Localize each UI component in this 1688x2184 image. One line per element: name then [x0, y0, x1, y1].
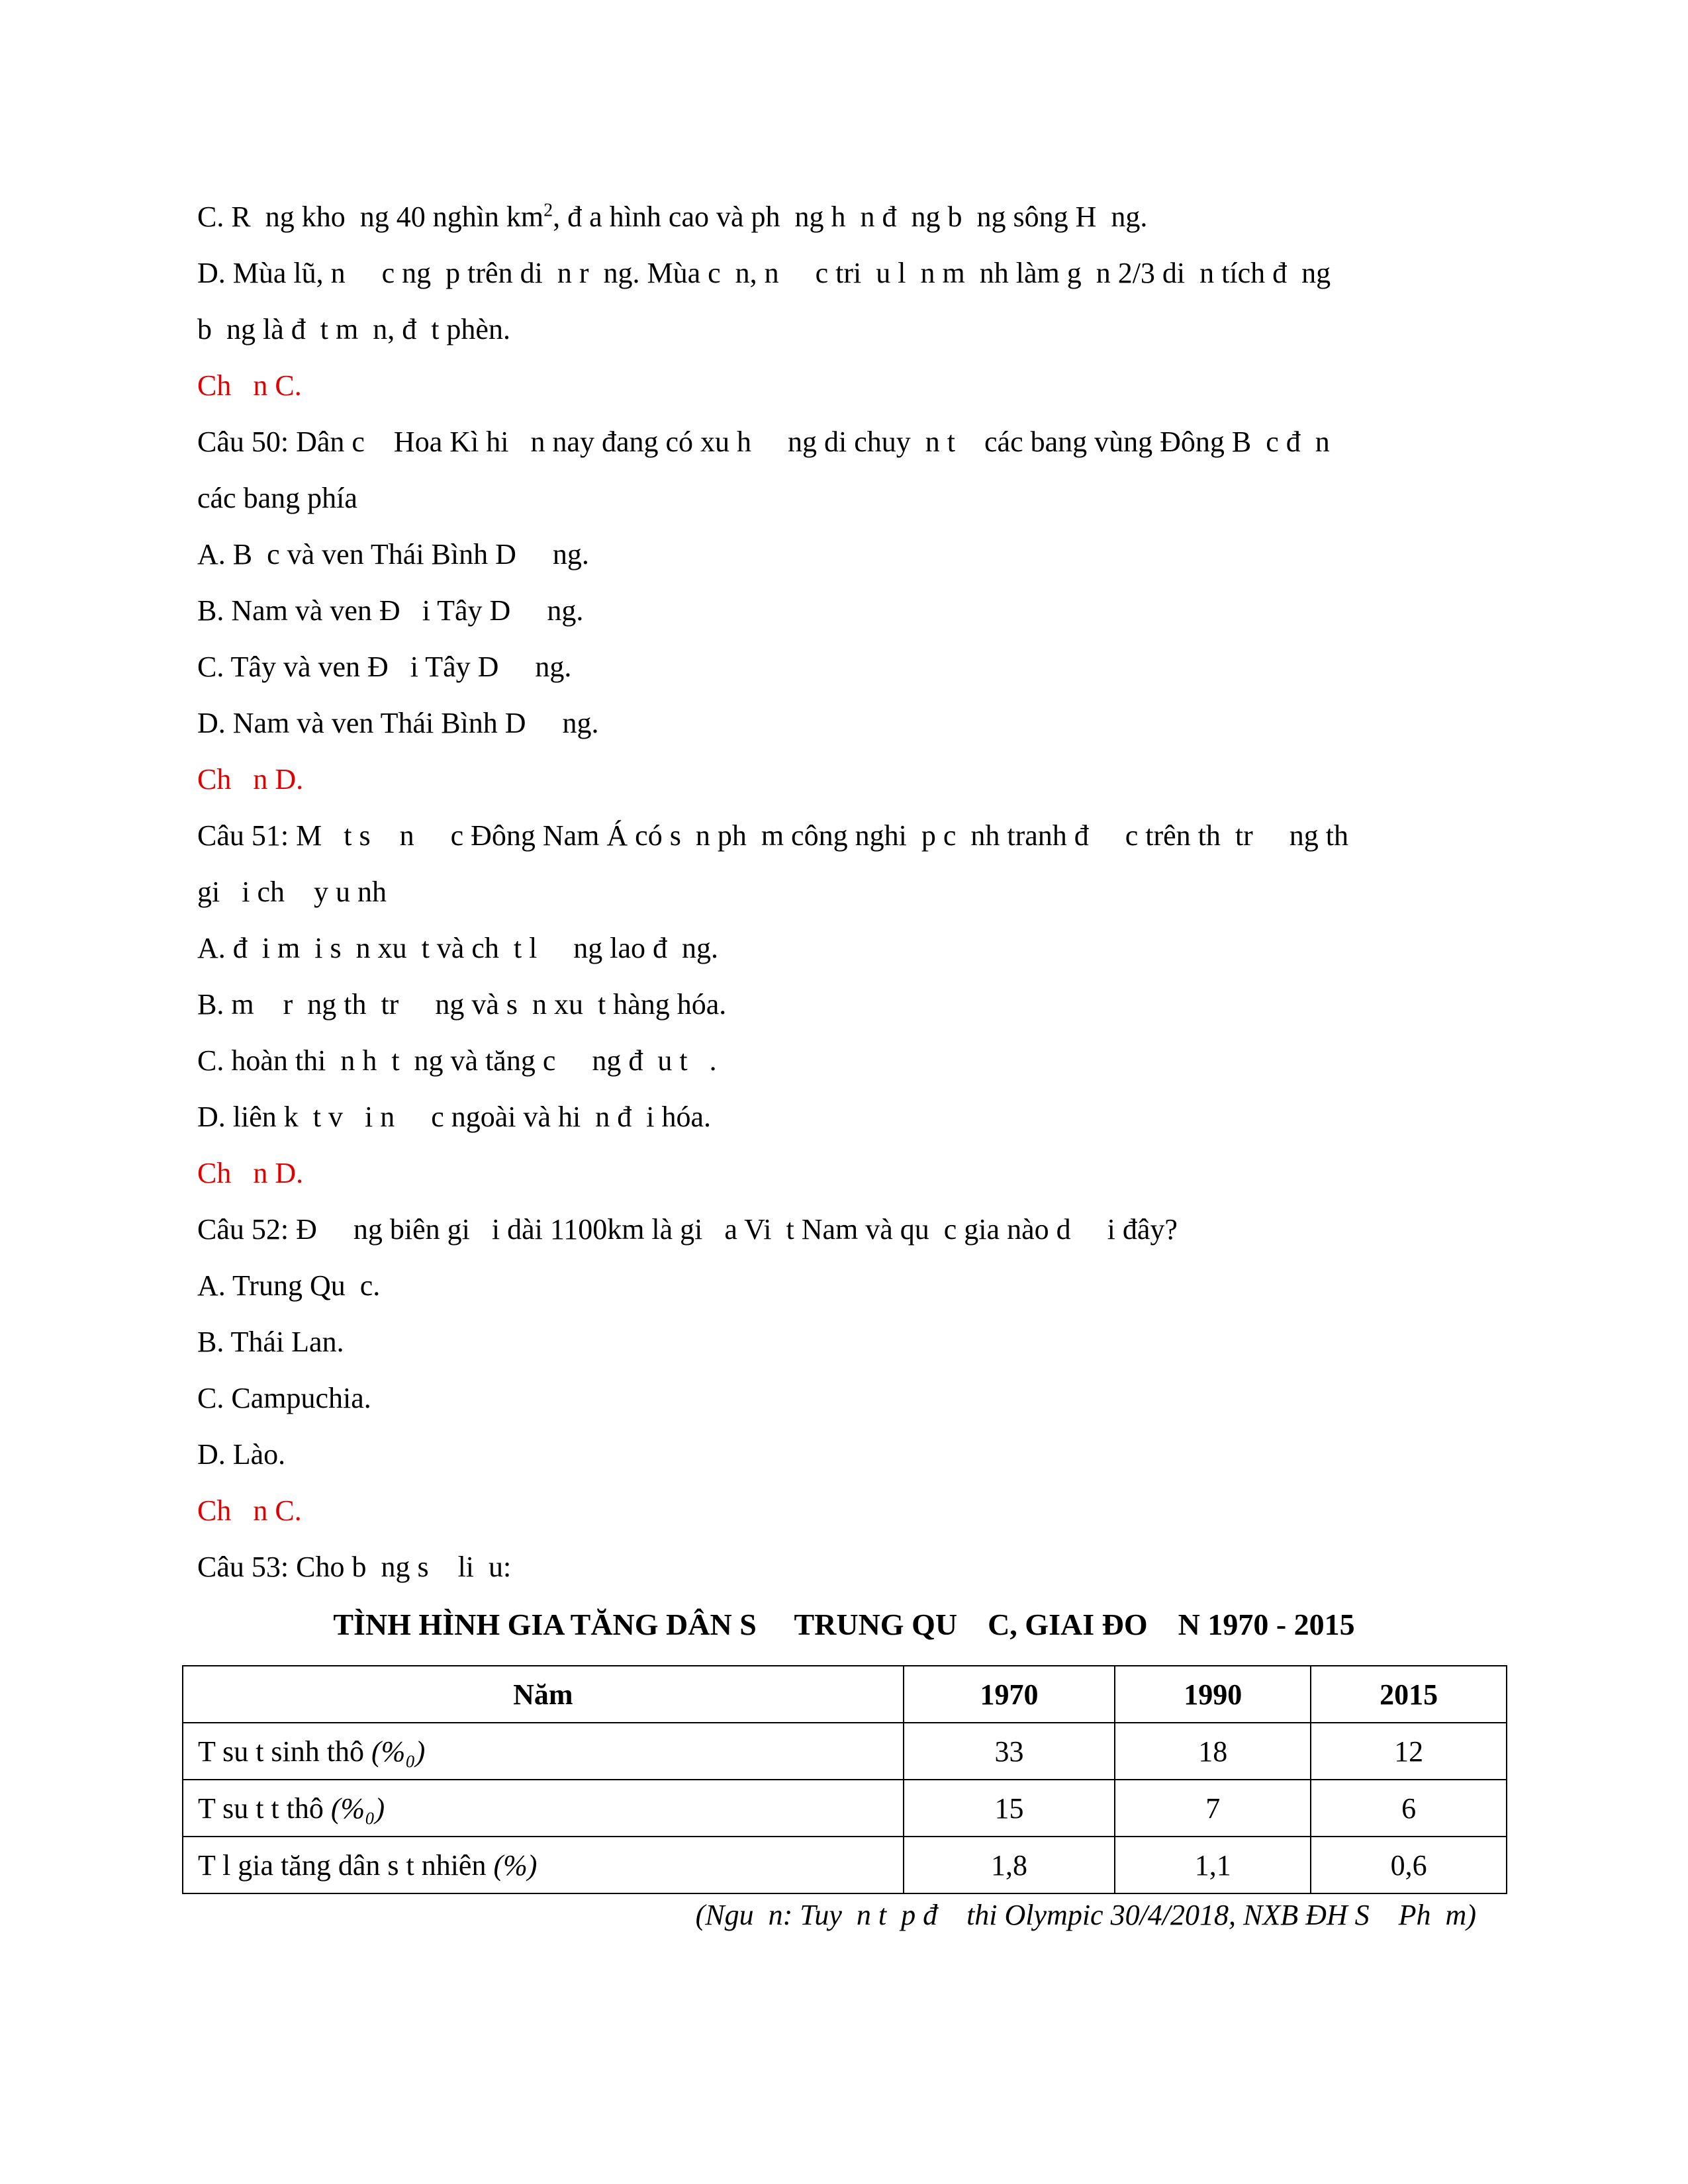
question-53: Câu 53: Cho b ng s li u:: [197, 1551, 512, 1583]
table-cell: 33: [904, 1723, 1115, 1780]
table-cell: 1,1: [1115, 1837, 1311, 1893]
table-row: [183, 1837, 1507, 1893]
table-title: TÌNH HÌNH GIA TĂNG DÂN S TRUNG QU C, GIAI ĐO N 1970 - 2015: [333, 1608, 1355, 1641]
option-b: B. Nam và ven Đ i Tây D ng.: [197, 594, 584, 627]
option-d: D. liên k t v i n c ngoài và hi n đ i hóa.: [197, 1101, 711, 1133]
option-a: A. đ i m i s n xu t và ch t l ng lao đ ng.: [197, 932, 719, 964]
option-b: B. m r ng th tr ng và s n xu t hàng hóa.: [197, 988, 727, 1021]
question-51: Câu 51: M t s n c Đông Nam Á có s n ph m công nghi p c nh tranh đ c trên th tr ng th: [197, 819, 1349, 852]
option-c: C. Tây và ven Đ i Tây D ng.: [197, 651, 572, 683]
row-label: T l gia tăng dân s t nhiên (%): [183, 1837, 904, 1893]
answer-line: Ch n D.: [197, 763, 304, 796]
table-cell: 18: [1115, 1723, 1311, 1780]
header-cell: 2015: [1311, 1666, 1507, 1723]
option-a: A. Trung Qu c.: [197, 1269, 381, 1302]
option-b: B. Thái Lan.: [197, 1326, 344, 1358]
table-source: (Ngu n: Tuy n t p đ thi Olympic 30/4/2018, NXB ĐH S Ph m): [695, 1899, 1476, 1931]
header-cell: 1970: [904, 1666, 1115, 1723]
text-line-1: C. R ng kho ng 40 nghìn $km^2$, đ a hình cao và ph ng h n đ ng b ng sông H ng.: [197, 200, 1148, 233]
table-row: [183, 1723, 1507, 1780]
table-cell: 15: [904, 1780, 1115, 1837]
table-header-row: [183, 1666, 1507, 1723]
table-cell: 6: [1311, 1780, 1507, 1837]
option-c: C. Campuchia.: [197, 1382, 371, 1414]
option-d: D. Nam và ven Thái Bình D ng.: [197, 707, 599, 739]
answer-line: Ch n C.: [197, 369, 302, 402]
text-line-2: D. Mùa lũ, n c ng p trên di n r ng. Mùa c n, n c tri u l n m nh làm g n 2/3 di n tích đ ng: [197, 257, 1331, 289]
text-line-3: b ng là đ t m n, đ t phèn.: [197, 313, 510, 345]
answer-line: Ch n C.: [197, 1494, 302, 1527]
option-d: D. Lào.: [197, 1438, 286, 1471]
row-label: T su t sinh thô (%₀): [183, 1723, 904, 1780]
table-cell: 12: [1311, 1723, 1507, 1780]
question-50: Câu 50: Dân c Hoa Kì hi n nay đang có xu h ng di chuy n t các bang vùng Đông B c đ n: [197, 426, 1330, 458]
table-cell: 7: [1115, 1780, 1311, 1837]
table-cell: 1,8: [904, 1837, 1115, 1893]
text-line-13: gi i ch y u nh: [197, 876, 387, 908]
option-a: A. B c và ven Thái Bình D ng.: [197, 538, 589, 570]
row-label: T su t t thô (%₀): [183, 1780, 904, 1837]
data-table: [182, 1665, 1507, 1894]
option-c: C. hoàn thi n h t ng và tăng c ng đ u t .: [197, 1044, 717, 1077]
table-row: [183, 1780, 1507, 1837]
question-52: Câu 52: Đ ng biên gi i dài 1100km là gi a Vi t Nam và qu c gia nào d i đây?: [197, 1213, 1178, 1246]
table-cell: 0,6: [1311, 1837, 1507, 1893]
header-cell: Năm: [183, 1666, 904, 1723]
text-line-6: các bang phía: [197, 482, 357, 514]
header-cell: 1990: [1115, 1666, 1311, 1723]
answer-line: Ch n D.: [197, 1157, 304, 1189]
